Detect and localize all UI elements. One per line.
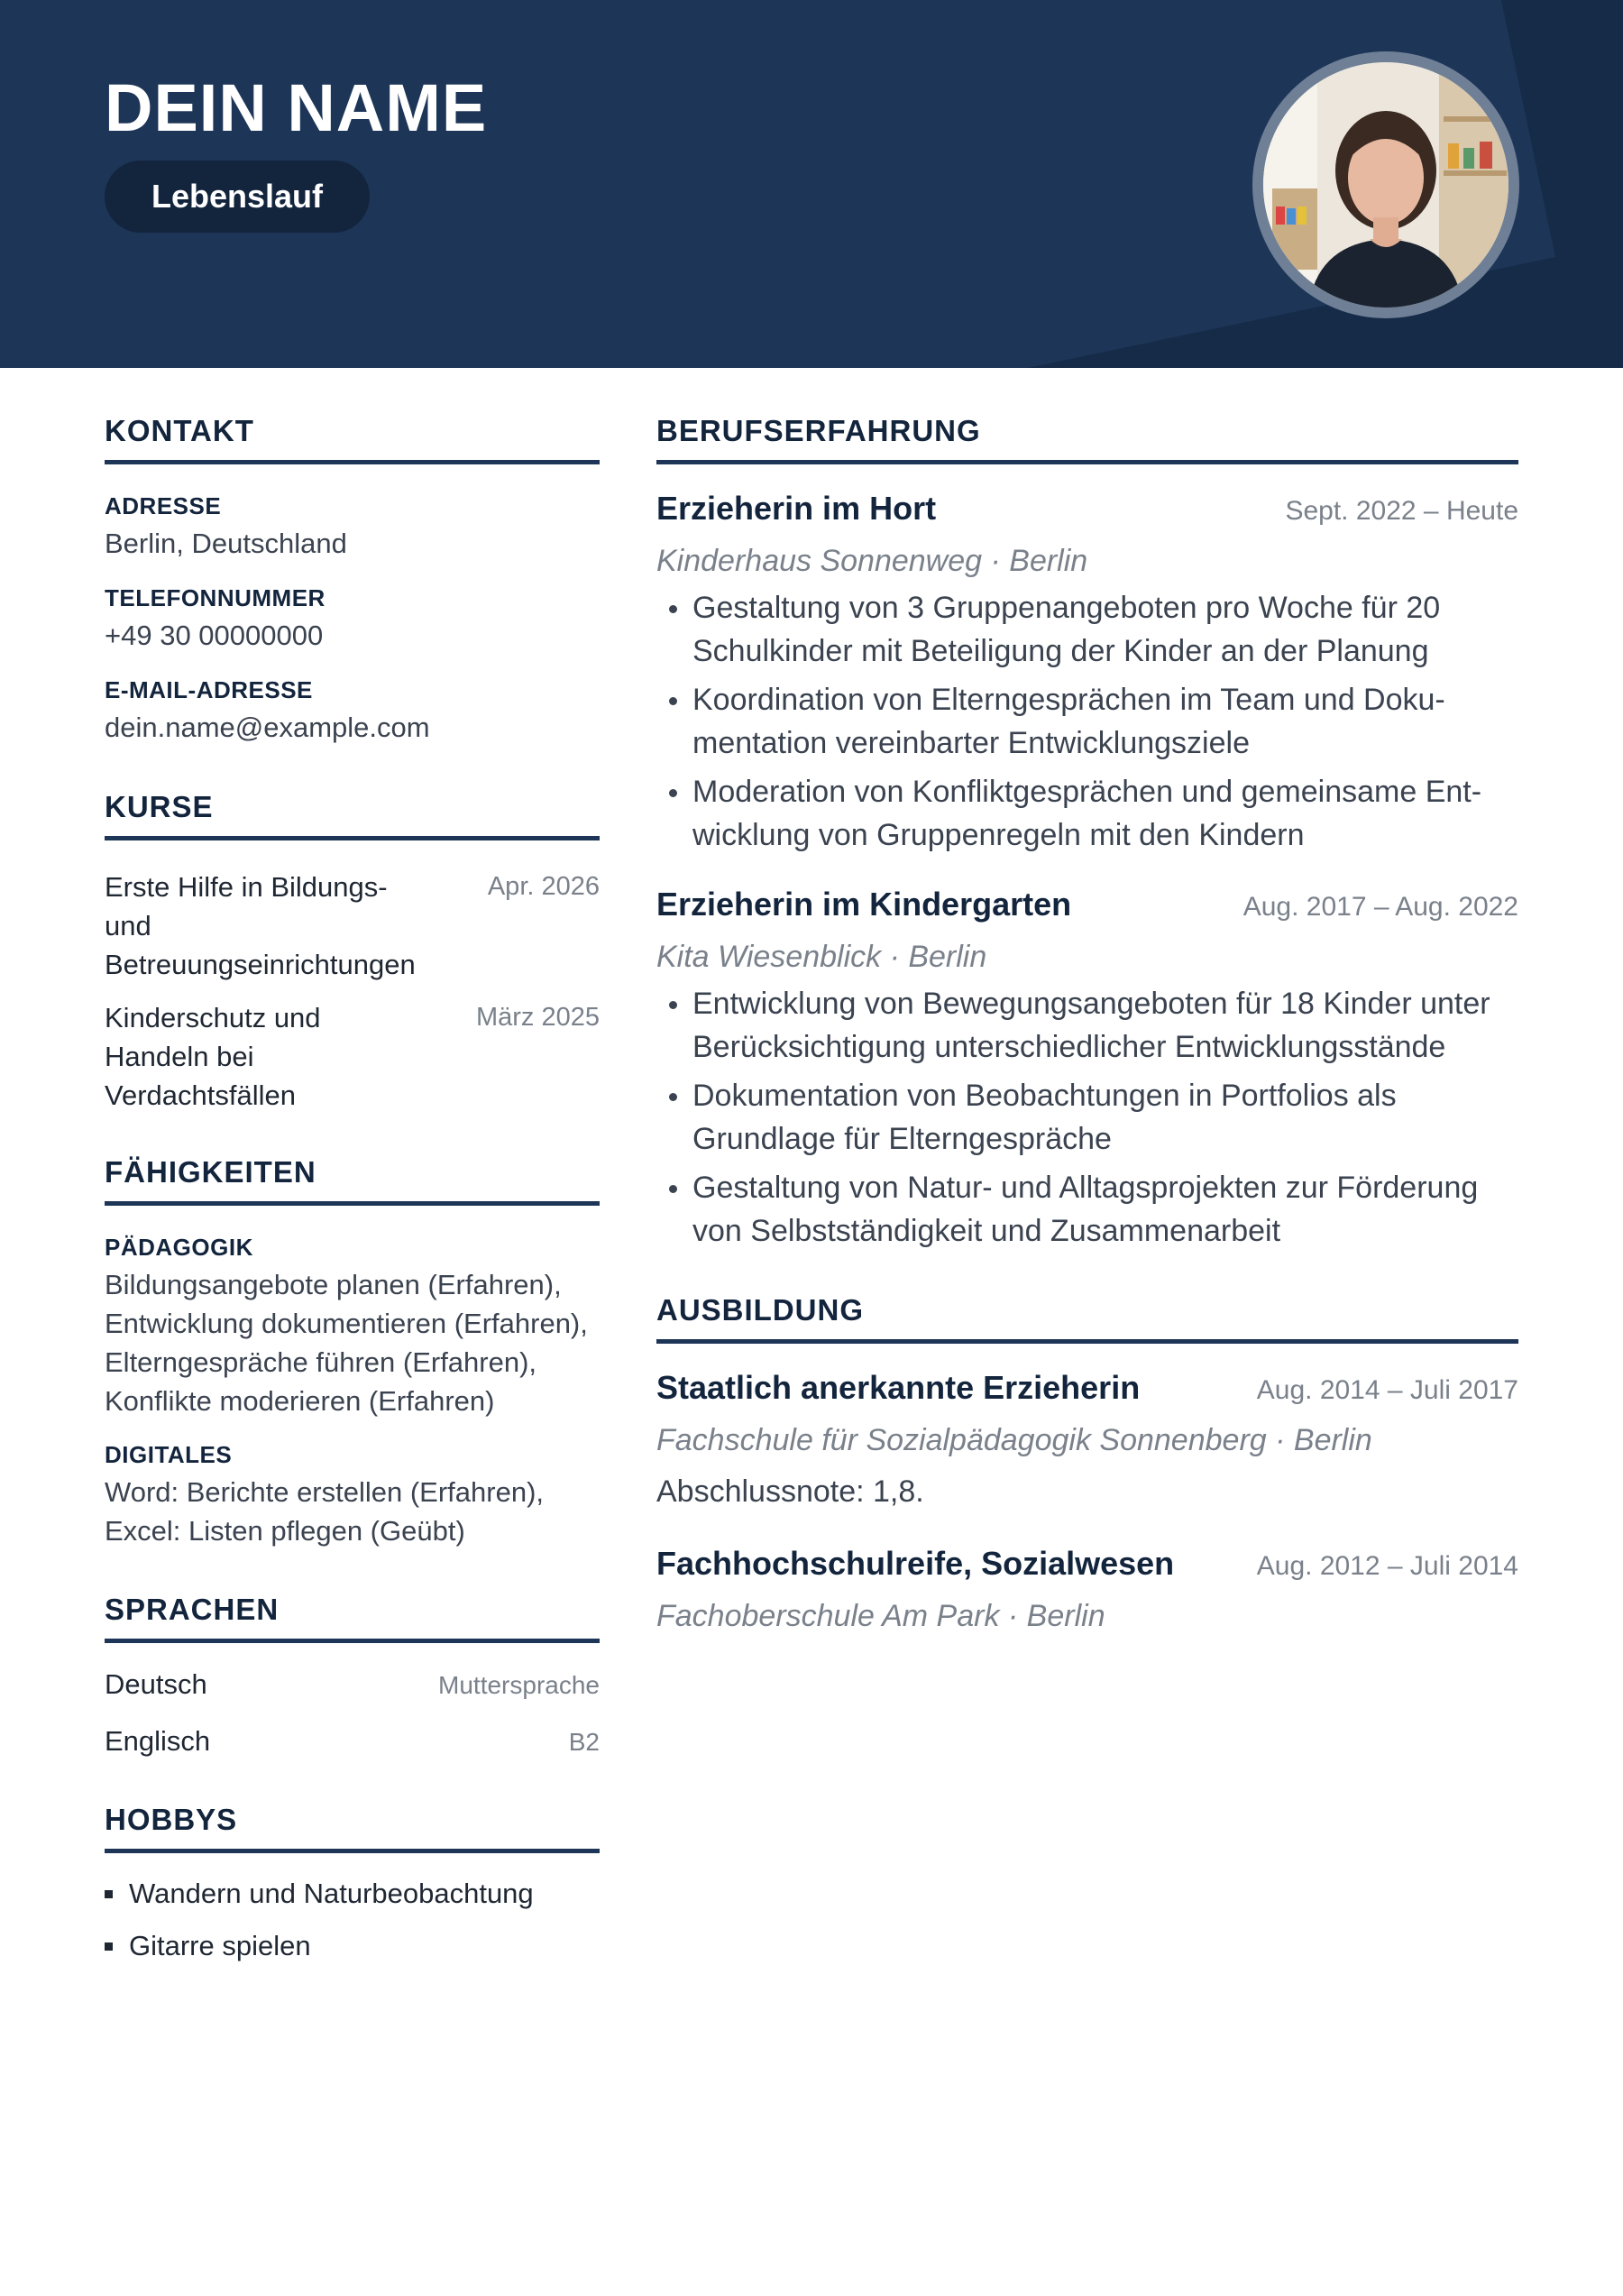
hobby-text: Gitarre spielen: [129, 1930, 311, 1961]
hobby-text: Wandern und Naturbeobachtung: [129, 1878, 534, 1909]
job-entry: [656, 488, 1518, 857]
hobby-item: [105, 1875, 600, 1913]
languages-section: [105, 1592, 600, 1762]
hobby-item: [105, 1927, 600, 1965]
email-value: dein.name@example.com: [105, 712, 430, 743]
education-title-text: Staatlich anerkannte Erzieherin: [656, 1369, 1141, 1406]
job-title: Erzieherin im Kindergarten: [656, 886, 1072, 923]
bullet-item: Moderation von Konfliktgesprächen und gemeinsame Entwicklung von Gruppenregeln mit den Kindern: [656, 770, 1518, 857]
language-item: [105, 1722, 600, 1762]
language-name: Englisch: [105, 1725, 211, 1757]
name-heading: DEIN NAME: [105, 70, 488, 145]
job-entry: [656, 884, 1518, 1253]
job-bullets: [656, 586, 1518, 857]
subtitle-badge: Lebenslauf: [105, 161, 370, 233]
left-column: [105, 413, 600, 1965]
skill-group-text: Word: Berichte erstellen (Erfahren), Excel: Listen pflegen (Geübt): [105, 1476, 545, 1547]
bullet-item: Koordination von Elterngesprächen im Team und Dokumentation vereinbarter Entwicklungsziele: [656, 678, 1518, 765]
course-name: Kinderschutz und Handeln bei Verdachtsfällen: [105, 1002, 321, 1111]
education-title-text: Fachhochschulreife, Sozialwesen: [656, 1545, 1175, 1582]
bullet-item: Entwicklung von Bewegungsangeboten für 18 Kinder unter Berücksichtigung unterschiedlicher Entwicklungsstände: [656, 982, 1518, 1069]
education-institution: Fachoberschule Am Park · Berlin: [656, 1599, 1105, 1633]
address-value: Berlin, Deutschland: [105, 528, 347, 559]
education-entry: [656, 1543, 1518, 1636]
language-item: [105, 1665, 600, 1705]
bullet-item: Dokumentation von Beobachtungen in Portfolios als Grundlage für Elterngespräche: [656, 1074, 1518, 1161]
job-title: Erzieherin im Hort: [656, 490, 937, 527]
education-title: AUSBILDUNG: [656, 1292, 1518, 1344]
education-institution: Fachschule für Sozialpädagogik Sonnenberg · Berlin: [656, 1423, 1372, 1457]
skill-group-label: PÄDAGOGIK: [105, 1234, 253, 1261]
job-date: Aug. 2017 – Aug. 2022: [1242, 892, 1518, 922]
education-date: Aug. 2012 – Juli 2014: [1256, 1551, 1518, 1581]
education-entry: [656, 1367, 1518, 1512]
bullet-item: Gestaltung von 3 Gruppenangeboten pro Woche für 20 Schulkinder mit Beteiligung der Kinder an der Planung: [656, 586, 1518, 673]
job-bullets: [656, 982, 1518, 1253]
courses-section: [105, 789, 600, 1115]
languages-title: SPRACHEN: [105, 1592, 600, 1643]
skills-title: FÄHIGKEITEN: [105, 1154, 600, 1206]
job-organization: Kita Wiesenblick · Berlin: [656, 940, 987, 974]
education-section: [656, 1292, 1518, 1636]
phone-value: +49 30 00000000: [105, 620, 324, 651]
course-date: März 2025: [475, 1003, 600, 1032]
contact-title: KONTAKT: [105, 413, 600, 464]
skills-section: [105, 1154, 600, 1550]
square-bullet-icon: [105, 1890, 113, 1898]
education-note: Abschlussnote: 1,8.: [656, 1474, 924, 1509]
hobbies-section: [105, 1802, 600, 1965]
profile-photo: [1263, 62, 1508, 308]
right-column: [656, 413, 1518, 1636]
experience-title: BERUFSERFAHRUNG: [656, 413, 1518, 464]
phone-label: TELEFONNUMMER: [105, 584, 326, 611]
language-level: Muttersprache: [438, 1671, 600, 1699]
address-label: ADRESSE: [105, 492, 222, 519]
experience-section: [656, 413, 1518, 1253]
course-name: Erste Hilfe in Bildungs- und Betreuungseinrichtungen: [105, 871, 416, 980]
course-date: Apr. 2026: [487, 872, 600, 901]
language-level: B2: [568, 1728, 600, 1756]
education-date: Aug. 2014 – Juli 2017: [1256, 1375, 1518, 1405]
language-name: Deutsch: [105, 1668, 207, 1700]
course-item: [105, 998, 600, 1115]
header: [0, 0, 1623, 368]
skill-group-label: DIGITALES: [105, 1441, 233, 1468]
contact-section: [105, 413, 600, 746]
hobbies-title: HOBBYS: [105, 1802, 600, 1853]
square-bullet-icon: [105, 1942, 113, 1951]
email-label: E-MAIL-ADRESSE: [105, 676, 313, 703]
job-organization: Kinderhaus Sonnenweg · Berlin: [656, 544, 1088, 578]
course-item: [105, 868, 600, 984]
job-date: Sept. 2022 – Heute: [1285, 496, 1518, 526]
courses-title: KURSE: [105, 789, 600, 840]
bullet-item: Gestaltung von Natur- und Alltagsprojekten zur Förderung von Selbstständigkeit und Zusammenarbeit: [656, 1166, 1518, 1253]
skill-group-text: Bildungsangebote planen (Erfahren), Entwicklung dokumentieren (Erfahren), Elterngespräche führen (Erfahren), Konflikte moderieren (Erfahren): [105, 1269, 588, 1417]
